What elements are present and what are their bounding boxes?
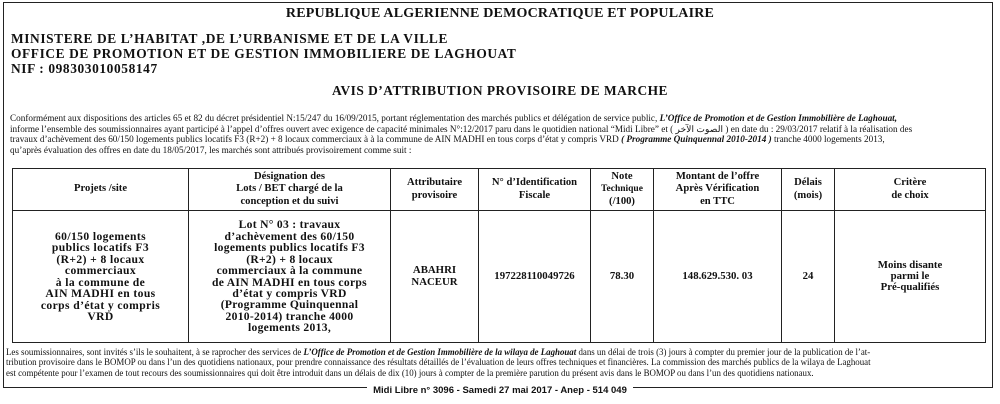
nif-line: NIF : 098303010058147 [11,61,158,76]
office-line: OFFICE DE PROMOTION ET DE GESTION IMMOBILIERE DE LAGHOUAT [11,46,517,61]
intro-line: qu’après évaluation des offres en date du 18/05/2017, les marchés sont attribués provisoirement comme suit : [10,144,412,155]
header-projets: Projets /site [13,169,189,211]
cell-nif: 197228110049726 [479,211,591,343]
intro-text: ) en date du : 29/03/2017 relatif à la réalisation des [723,123,913,134]
republic-title: REPUBLIQUE ALGERIENNE DEMOCRATIQUE ET POPULAIRE [285,6,715,21]
source-text: Midi Libre n° 3096 - Samedi 27 mai 2017 - Anep - 514 049 [367,385,633,396]
footer-line [6,347,996,357]
table-header-row [13,169,986,211]
cell-lot: Lot N° 03 : travaux d’achèvement des 60/150 logements publics locatifs F3 (R+2) + 8 locaux commerciaux à la commune de AIN MADHI en tous corps d’état y compris VRD (Programme Quinquennal 2010-2014) tranche 4000 logements 2013, [189,211,391,343]
intro-line [10,124,995,135]
cell-attributaire: ABAHRI NACEUR [391,211,479,343]
footer-text: Les soumissionnaires, sont invités s’ils le souhaitent, à se raprocher des services de [6,347,304,357]
header-nif: N° d’Identification Fiscale [479,169,591,211]
footer-line: tribution provisoire dans le BOMOP ou dans l’un des quotidiens nationaux, pour prendre connaissance des résultats détaillés de l’évaluation de leurs offres techniques et financières. La commission des marchés publics de la wilaya de Laghouat [6,357,871,368]
header-note: Note Technique (/100) [591,169,654,211]
footer-paragraph [6,347,996,378]
cell-note: 78.30 [591,211,654,343]
header-delais: Délais (mois) [782,169,835,211]
programme-emphasis: ( Programme Quinquennal 2010-2014 ) [621,134,772,145]
intro-line [10,134,995,145]
intro-text: tranche 4000 logements 2013, [771,134,885,145]
notice-title: AVIS D’ATTRIBUTION PROVISOIRE DE MARCHE [332,83,668,98]
office-name-emphasis: L’Office de Promotion et de Gestion Immobilière de Laghouat, [659,113,898,123]
footer-line: est compétente pour l’examen de tout recours des soumissionnaires qui doit être introduit dans un délais de dix (10) jours à compter de la première parution du présent avis dans le BOMOP ou dans l’un des quotidiens nationaux. [6,367,814,378]
publication-source [0,385,1000,396]
arabic-newspaper-name: الصوت الآخر [675,123,724,134]
intro-line [10,113,995,124]
table-row [13,211,986,343]
header-montant: Montant de l’offre Après Vérification en TTC [654,169,782,211]
header-critere: Critère de choix [835,169,986,211]
intro-text: informe l’ensemble des soumissionnaires ayant participé à l’appel d’offres ouvert avec exigence de capacité minimales N°:12/2017 paru dans le quotidien national “Midi Libre” et ( [10,123,676,134]
footer-text: dans un délai de trois (3) jours à compter du premier jour de la publication de l’at- [576,347,871,357]
cell-projet: 60/150 logements publics locatifs F3 (R+2) + 8 locaux commerciaux à la commune de AIN MADHI en tous corps d’état y compris VRD [13,211,189,343]
header-attributaire: Attributaire provisoire [391,169,479,211]
cell-critere: Moins disante parmi le Pré-qualifiés [835,211,986,343]
header-designation: Désignation des Lots / BET chargé de la conception et du suivi [189,169,391,211]
ministry-line: MINISTERE DE L’HABITAT ,DE L’URBANISME ET DE LA VILLE [11,31,448,46]
office-name-emphasis: L’Office de Promotion et de Gestion Immobilière de la wilaya de Laghouat [303,347,577,357]
intro-paragraph [10,113,995,155]
intro-text: Conformément aux dispositions des articles 65 et 82 du décret présidentiel N:15/247 du 16/09/2015, portant réglementation des marchés publics et délégation de service public, [10,113,660,123]
cell-delais: 24 [782,211,835,343]
intro-text: travaux d’achèvement des 60/150 logements publics locatifs F3 (R+2) + 8 locaux commerciaux à à la commune de AIN MADHI en tous corps d’état y compris VRD [10,134,622,145]
cell-montant: 148.629.530. 03 [654,211,782,343]
award-table [12,168,986,343]
